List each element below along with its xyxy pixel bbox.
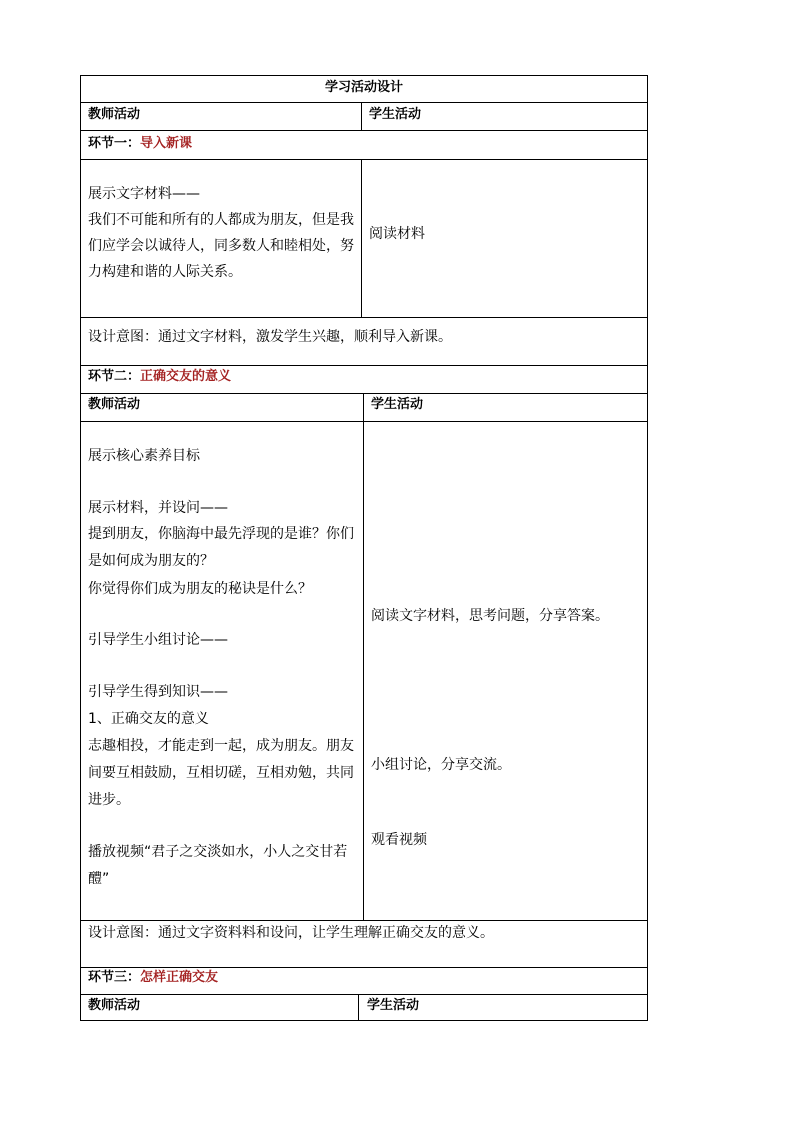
design-intent: 设计意图：通过文字材料，激发学生兴趣，顺利导入新课。 [88, 329, 452, 345]
teacher-text-line: 你觉得你们成为朋友的秘诀是什么？ [88, 581, 312, 597]
teacher-activity-header: 教师活动 [88, 397, 141, 412]
teacher-text-line: 引导学生得到知识—— [88, 684, 228, 700]
segment-heading [88, 135, 192, 153]
teacher-text-line: 醴” [88, 871, 110, 887]
teacher-text-line: 志趣相投，才能走到一起，成为朋友。朋友 [88, 738, 354, 754]
row-divider [80, 317, 648, 318]
teacher-text-line: 1、正确交友的意义 [88, 711, 209, 727]
segment-prefix: 环节三： [88, 970, 141, 985]
teacher-text-line: 间要互相鼓励，互相切磋，互相劝勉，共同 [88, 765, 354, 781]
teacher-text-line: 展示核心素养目标 [88, 448, 200, 464]
teacher-text-line: 们应学会以诚待人，同多数人和睦相处，努 [88, 238, 354, 254]
student-activity-header: 学生活动 [369, 107, 422, 122]
segment-title: 导入新课 [140, 136, 193, 151]
segment-prefix: 环节二： [88, 369, 141, 384]
segment-heading [88, 368, 231, 386]
segment-heading [88, 969, 218, 987]
row-divider [80, 393, 648, 394]
teacher-activity-header: 教师活动 [88, 107, 141, 122]
teacher-text-line: 是如何成为朋友的？ [88, 553, 214, 569]
row-divider [80, 102, 648, 103]
teacher-activity-header: 教师活动 [88, 998, 141, 1013]
student-text: 阅读材料 [369, 226, 425, 242]
teacher-text-line: 引导学生小组讨论—— [88, 632, 228, 648]
student-activity-header: 学生活动 [367, 998, 420, 1013]
table-title: 学习活动设计 [324, 80, 403, 95]
segment-title: 怎样正确交友 [140, 970, 219, 985]
row-divider [80, 159, 648, 160]
student-activity-header: 学生活动 [371, 397, 424, 412]
column-divider [363, 393, 364, 920]
design-intent: 设计意图：通过文字资料料和设问，让学生理解正确交友的意义。 [88, 925, 494, 941]
row-divider [80, 365, 648, 366]
student-text: 小组讨论，分享交流。 [371, 757, 511, 773]
teacher-text-line: 播放视频“君子之交淡如水，小人之交甘若 [88, 844, 348, 860]
teacher-text-line: 提到朋友，你脑海中最先浮现的是谁？你们 [88, 526, 354, 542]
column-divider [361, 159, 362, 317]
teacher-text-line: 展示材料，并设问—— [88, 500, 228, 516]
row-divider [80, 421, 648, 422]
teacher-text-line: 力构建和谐的人际关系。 [88, 264, 242, 280]
student-text: 阅读文字材料，思考问题，分享答案。 [371, 608, 609, 624]
student-text: 观看视频 [371, 832, 427, 848]
segment-prefix: 环节一： [88, 136, 141, 151]
row-divider [80, 994, 648, 995]
teacher-text-line: 进步。 [88, 792, 130, 808]
row-divider [80, 967, 648, 968]
teacher-text-line: 展示文字材料—— [88, 186, 200, 202]
column-divider [361, 102, 362, 130]
segment-title: 正确交友的意义 [140, 369, 232, 384]
row-divider [80, 130, 648, 131]
teacher-text-line: 我们不可能和所有的人都成为朋友，但是我 [88, 212, 354, 228]
column-divider [358, 994, 359, 1021]
